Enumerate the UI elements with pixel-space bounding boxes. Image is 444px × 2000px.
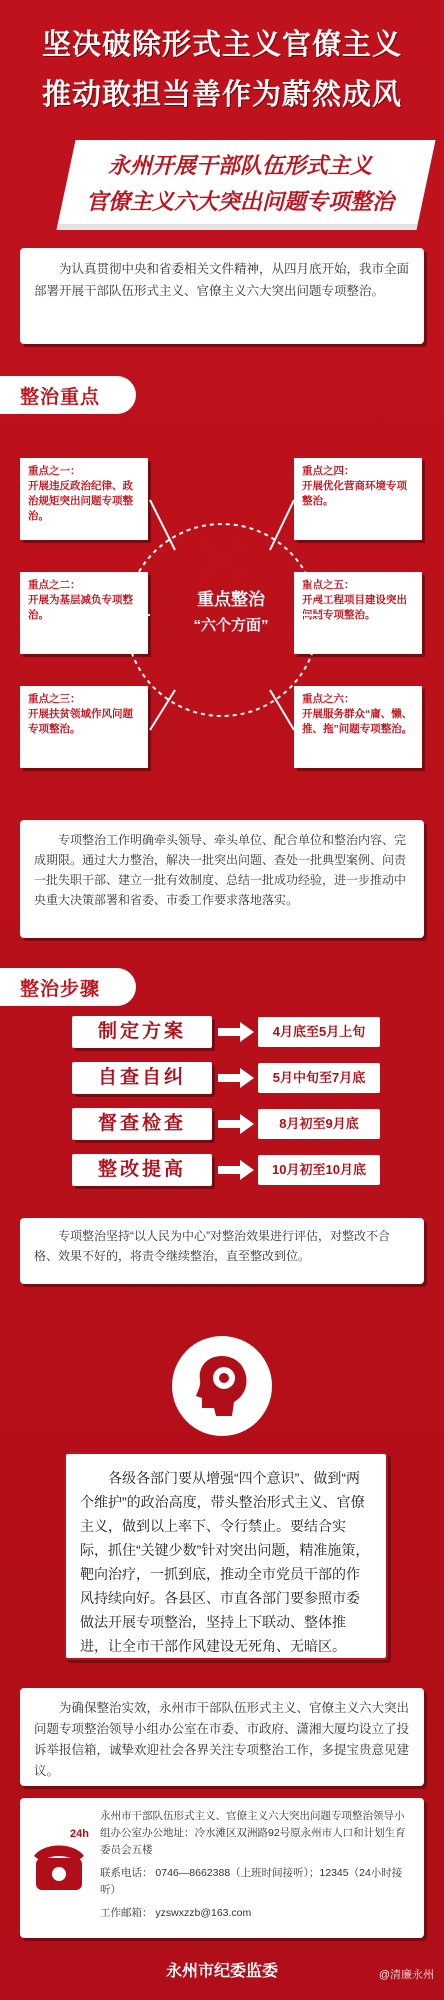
subtitle-text	[70, 148, 410, 220]
step-time: 10月初至10月底	[258, 1155, 380, 1185]
section-tag-focus	[0, 376, 136, 414]
contact-email[interactable]: 工作邮箱： yzswxzzb@163.com	[100, 1907, 252, 1919]
hub-title: 重点整治	[197, 590, 265, 609]
focus-item-desc: 开展扶贫领域作风问题专项整治。	[28, 708, 133, 735]
intro-text: 为认真贯彻中央和省委相关文件精神，从四月底开始，我市全面部署开展干部队伍形式主义、官僚主义六大突出问题专项整治。	[34, 262, 410, 298]
connector-line	[150, 500, 175, 550]
headline-line1: 坚决破除形式主义官僚主义	[41, 29, 402, 61]
connector-line	[270, 690, 294, 730]
headline-line2: 推动敢担当善作为蔚然成风	[41, 79, 402, 111]
network-icon	[198, 538, 246, 582]
focus-item-title: 重点之二：	[28, 579, 81, 591]
watermark: @清廉永州	[378, 1969, 434, 1981]
brain-icon	[192, 1352, 252, 1420]
report-card	[20, 1688, 424, 1786]
focus-summary-card	[20, 820, 424, 938]
section-tag-steps	[0, 968, 136, 1006]
focus-item-title: 重点之五：	[302, 579, 355, 591]
focus-item-desc: 开展服务群众“庸、懒、推、拖”问题专项整治。	[302, 708, 413, 735]
step-time: 5月中旬至7月底	[258, 1063, 380, 1093]
phone-icon	[30, 1828, 92, 1896]
steps-note-text: 专项整治坚持“以人民为中心”对整治效果进行评估，对整改不合格、效果不好的，将责令继续整治，直至整改到位。	[34, 1229, 390, 1263]
focus-item-title: 重点之一：	[28, 465, 81, 477]
subtitle-line2: 官僚主义六大突出问题专项整治	[85, 189, 394, 214]
arrow-right-icon	[218, 1068, 254, 1088]
focus-item-desc: 开展工程项目建设突出问题专项整治。	[302, 594, 407, 621]
step-time: 4月底至5月上旬	[258, 1017, 380, 1047]
step-time: 8月初至9月底	[258, 1109, 380, 1139]
arrow-right-icon	[218, 1022, 254, 1042]
focus-item-desc: 开展违反政治纪律、政治规矩突出问题专项整治。	[28, 480, 133, 522]
requirement-text: 各级各部门要从增强“四个意识”、做到“两个维护”的政治高度，带头整治形式主义、官僚主义，做到以上率下、令行禁止。要结合实际，抓住“关键少数”针对突出问题，精准施策，靶向治疗，一抓到底，推动全市党员干部的作风持续向好。各县区、市直各部门要参照市委做法开展专项整治，坚持上下联动、整体推进，让全市干部作风建设无死角、无暗区。	[80, 1470, 370, 1654]
steps-note-card	[20, 1218, 424, 1284]
focus-item-title: 重点之四：	[302, 465, 355, 477]
arrow-right-icon	[218, 1160, 254, 1180]
footer-org: 永州市纪委监委	[165, 1963, 278, 1980]
contact-phone: 联系电话： 0746—8662388（上班时间接听）；12345（24小时接听）	[100, 1867, 403, 1896]
step-name: 自查自纠	[72, 1062, 212, 1094]
hours-badge: 24h	[70, 1828, 89, 1840]
office-address: 永州市干部队伍形式主义、官僚主义六大突出问题专项整治领导小组办公室办公地址：冷水滩区双洲路92号原永州市人口和计划生育委员会五楼	[100, 1810, 406, 1856]
report-text: 为确保整治实效，永州市干部队伍形式主义、官僚主义六大突出问题专项整治领导小组办公室在市委、市政府、潇湘大厦均设立了投诉举报信箱，诚挚欢迎社会各界关注专项整治工作，多提宝贵意见建议。	[34, 1701, 410, 1778]
hub-subtitle: “六个方面”	[193, 617, 269, 634]
subtitle-line1: 永州开展干部队伍形式主义	[107, 153, 372, 178]
connector-line	[270, 500, 294, 550]
arrow-right-icon	[218, 1114, 254, 1134]
step-name: 制定方案	[72, 1016, 212, 1048]
step-name: 督查检查	[72, 1108, 212, 1140]
requirement-card	[64, 1452, 388, 1660]
hub-label	[168, 585, 294, 645]
step-name: 整改提高	[72, 1154, 212, 1186]
focus-item-title: 重点之六：	[302, 693, 355, 705]
focus-summary-text: 专项整治工作明确牵头领导、牵头单位、配合单位和整治内容、完成期限。通过大力整治，解决一批突出问题、查处一批典型案例、问责一批失职干部、建立一批有效制度、总结一批成功经验，进一步推动中央重大决策部署和省委、市委工作要求落地落实。	[34, 833, 407, 907]
focus-item-title: 重点之三：	[28, 693, 81, 705]
intro-card	[20, 248, 424, 344]
focus-item-desc: 开展优化营商环境专项整治。	[302, 480, 407, 507]
contact-card	[20, 1798, 424, 1938]
connector-line	[150, 690, 175, 730]
section-tag-steps-label: 整治步骤	[20, 979, 101, 1000]
section-tag-focus-label: 整治重点	[20, 387, 101, 408]
focus-item-desc: 开展为基层减负专项整治。	[28, 594, 133, 621]
